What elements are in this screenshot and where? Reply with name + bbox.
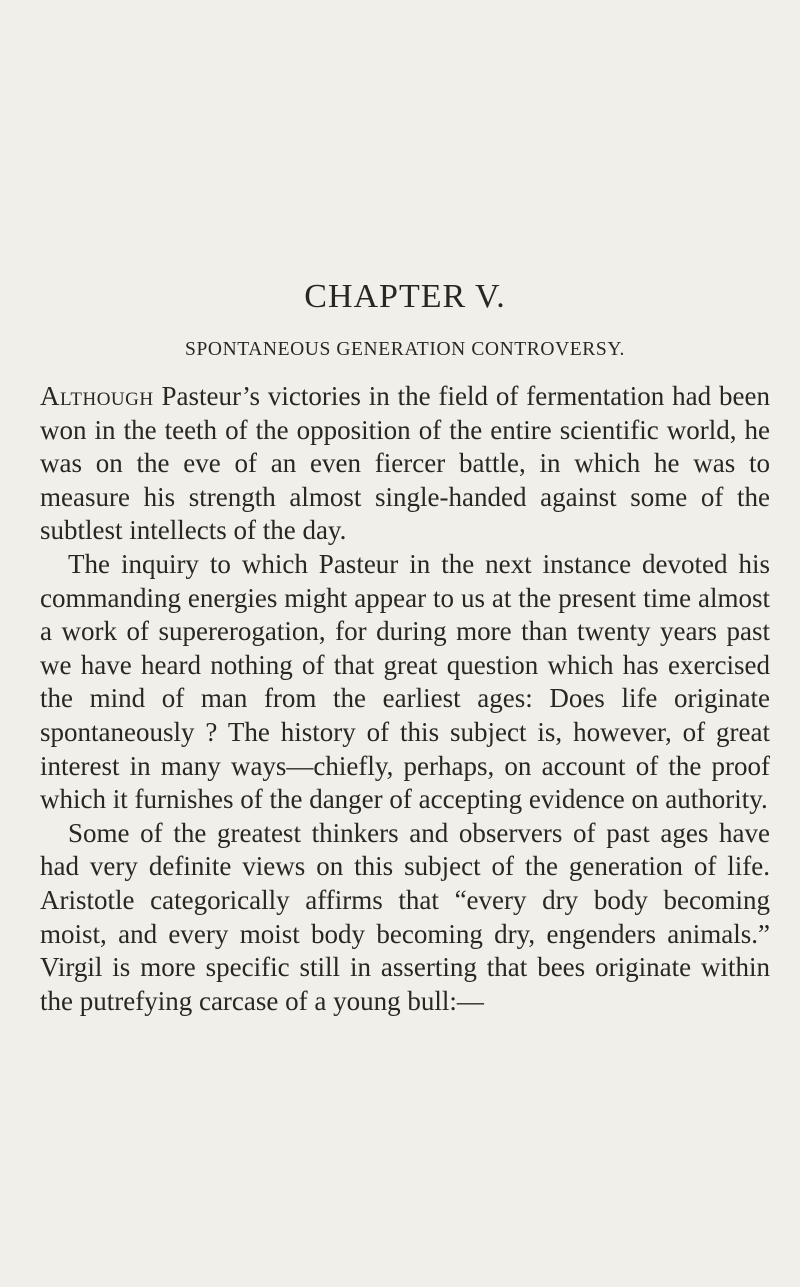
paragraph xyxy=(40,380,770,548)
paragraph-text: The inquiry to which Pasteur in the next instance devoted his commanding energies might appear to us at the present time almost a work of supererogation, for during more than twenty years past we have heard nothing of that great question which has exercised the mind of man from the earliest ages: Does life originate spontaneously ? The history of this subject is, however, of great interest in many ways—chiefly, perhaps, on account of the proof which it furnishes of the danger of accepting evidence on authority. xyxy=(40,548,770,815)
paragraph xyxy=(40,817,770,1019)
paragraph-lead-word: Although xyxy=(40,381,154,411)
paragraph-text: Pasteur’s victories in the field of fermentation had been won in the teeth of the opposition of the entire scientific world, he was on the eve of an even fiercer battle, in which he was to measure his strength almost single-handed against some of the subtlest intellects of the day. xyxy=(40,381,770,546)
chapter-subtitle: SPONTANEOUS GENERATION CONTROVERSY. xyxy=(185,339,625,360)
book-page xyxy=(40,0,770,1287)
paragraph xyxy=(40,548,770,817)
paragraph-text: Some of the greatest thinkers and observers of past ages have had very definite views on this subject of the generation of life. Aristotle categorically affirms that “every dry body becoming moist, and every moist body becoming dry, engenders animals.” Virgil is more specific still in asserting that bees originate within the putrefying carcase of a young bull:— xyxy=(40,817,770,1016)
chapter-body xyxy=(40,380,770,1018)
chapter-title: CHAPTER V. xyxy=(304,278,506,315)
